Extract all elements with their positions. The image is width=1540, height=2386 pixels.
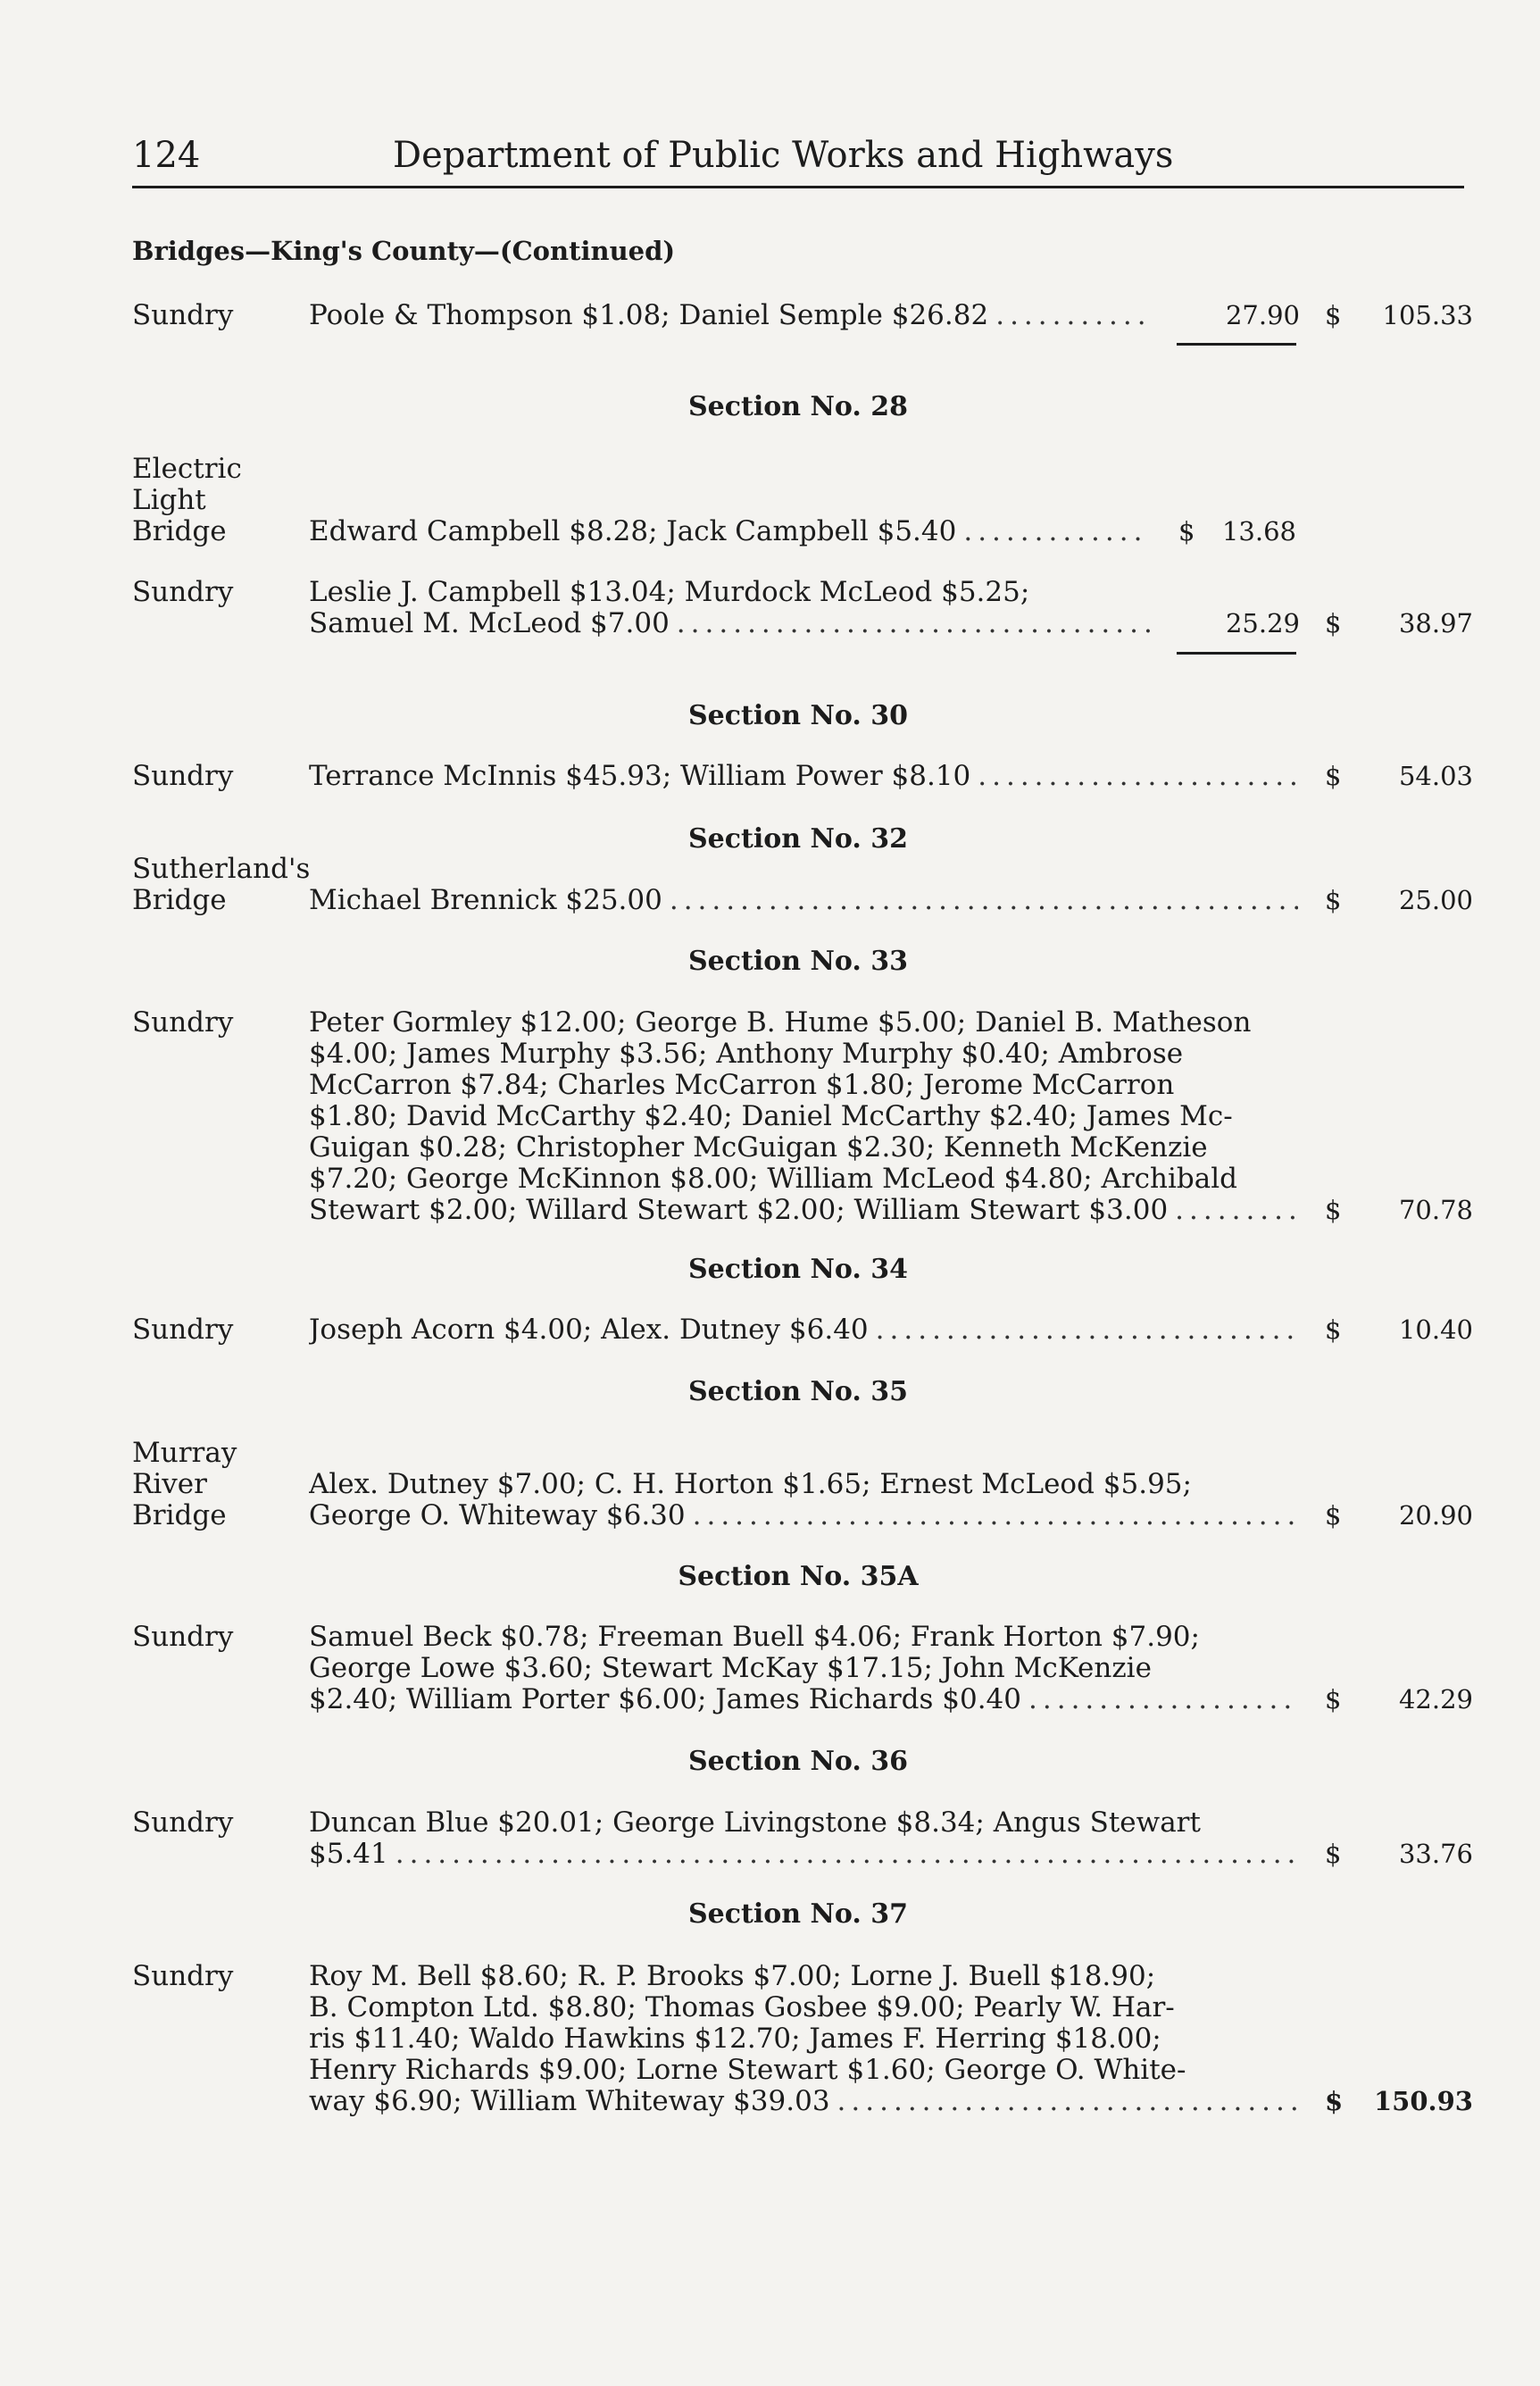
entry-total: 25.00: [1398, 885, 1473, 915]
dollar-sign: $: [1325, 1195, 1342, 1225]
entry-label: Sundry: [132, 299, 234, 331]
entry-text: Michael Brennick $25.00 .....: [309, 885, 1298, 916]
entry-text: Edward Campbell $8.28; Jack Campbell $5.40 .....: [309, 516, 1148, 547]
entry-label: Sundry: [132, 1621, 234, 1653]
entry-total: 70.78: [1398, 1195, 1473, 1225]
entry-total: 33.76: [1398, 1839, 1473, 1869]
entry-text: Peter Gormley $12.00; George B. Hume $5.00; Daniel B. Matheson $4.00; James Murphy $3.56; Anthony Murphy $0.40; Ambrose McCarron $7.84; Charles McCarron $1.80; Jerome McCarron $1.80; David McCarthy $2.40; Daniel McCarthy $2.40; James Mc- Guigan $0.28; Christopher McGuigan $2.30; Kenneth McKenzie $7.20; George McKinnon $8.00; William McLeod $4.80; Archibald Stewart $2.00; Willard Stewart $2.00; William Stewart $3.00 .....: [309, 1007, 1298, 1226]
entry-label: Sundry: [132, 760, 234, 792]
dollar-sign: $: [1325, 2086, 1344, 2116]
entry-text: Terrance McInnis $45.93; William Power $8.10 .....: [309, 761, 1298, 792]
entry-total: 42.29: [1398, 1684, 1473, 1714]
entry-text: Poole & Thompson $1.08; Daniel Semple $26.82 .....: [309, 300, 1150, 331]
entry-label: Sutherland's Bridge: [132, 853, 311, 916]
entry-subtotal: 13.68: [1221, 516, 1296, 546]
dollar-sign: $: [1325, 1839, 1342, 1869]
section-heading: Section No. 35: [687, 1376, 909, 1407]
entry-text: Leslie J. Campbell $13.04; Murdock McLeod $5.25; Samuel M. McLeod $7.00 .....: [309, 577, 1150, 639]
entry-label: Sundry: [132, 1960, 234, 1992]
section-heading: Section No. 28: [687, 391, 909, 422]
dollar-sign: $: [1325, 1684, 1342, 1714]
section-subhead: Bridges—King's County—(Continued): [132, 236, 676, 266]
dollar-sign: $: [1325, 1314, 1342, 1345]
dollar-sign: $: [1325, 885, 1342, 915]
entry-label: Sundry: [132, 1806, 234, 1839]
dollar-sign: $: [1178, 516, 1195, 546]
header-rule: [132, 186, 1464, 188]
dollar-sign: $: [1325, 761, 1342, 791]
entry-label: Sundry: [132, 1006, 234, 1039]
entry-text: Alex. Dutney $7.00; C. H. Horton $1.65; Ernest McLeod $5.95; George O. Whiteway $6.30 .....: [309, 1469, 1298, 1531]
section-heading: Section No. 30: [687, 700, 909, 731]
page-number: 124: [132, 135, 201, 176]
section-heading: Section No. 36: [687, 1746, 909, 1777]
entry-text: Duncan Blue $20.01; George Livingstone $8.34; Angus Stewart $5.41 .....: [309, 1807, 1298, 1870]
dollar-sign: $: [1325, 608, 1342, 638]
entry-label: Electric Light Bridge: [132, 453, 242, 547]
entry-label: Sundry: [132, 576, 234, 608]
subtotal-rule: [1177, 652, 1296, 655]
entry-total: 38.97: [1398, 608, 1473, 638]
entry-subtotal: 25.29: [1225, 608, 1300, 638]
page-title: Department of Public Works and Highways: [393, 135, 1174, 176]
dollar-sign: $: [1325, 300, 1342, 330]
entry-subtotal: 27.90: [1225, 300, 1300, 330]
entry-text: Joseph Acorn $4.00; Alex. Dutney $6.40 .....: [309, 1314, 1298, 1346]
section-heading: Section No. 34: [687, 1254, 909, 1285]
section-heading: Section No. 32: [687, 823, 909, 855]
entry-text: Roy M. Bell $8.60; R. P. Brooks $7.00; Lorne J. Buell $18.90; B. Compton Ltd. $8.80; Thomas Gosbee $9.00; Pearly W. Har- ris $11.40; Waldo Hawkins $12.70; James F. Herring $18.00; Henry Richards $9.00; Lorne Stewart $1.60; George O. White- way $6.90; William Whiteway $39.03 .....: [309, 1961, 1298, 2117]
entry-total: 10.40: [1398, 1314, 1473, 1345]
section-heading: Section No. 35A: [678, 1561, 919, 1592]
entry-total: 54.03: [1398, 761, 1473, 791]
section-heading: Section No. 37: [687, 1898, 909, 1930]
entry-text: Samuel Beck $0.78; Freeman Buell $4.06; Frank Horton $7.90; George Lowe $3.60; Stewart McKay $17.15; John McKenzie $2.40; William Porter $6.00; James Richards $0.40 .....: [309, 1622, 1298, 1715]
section-heading: Section No. 33: [687, 946, 909, 977]
entry-total: 150.93: [1374, 2086, 1473, 2116]
entry-label: Sundry: [132, 1314, 234, 1346]
subtotal-rule: [1177, 343, 1296, 346]
dollar-sign: $: [1325, 1500, 1342, 1531]
entry-total: 20.90: [1398, 1500, 1473, 1531]
entry-label: Murray River Bridge: [132, 1437, 237, 1531]
entry-total: 105.33: [1382, 300, 1473, 330]
